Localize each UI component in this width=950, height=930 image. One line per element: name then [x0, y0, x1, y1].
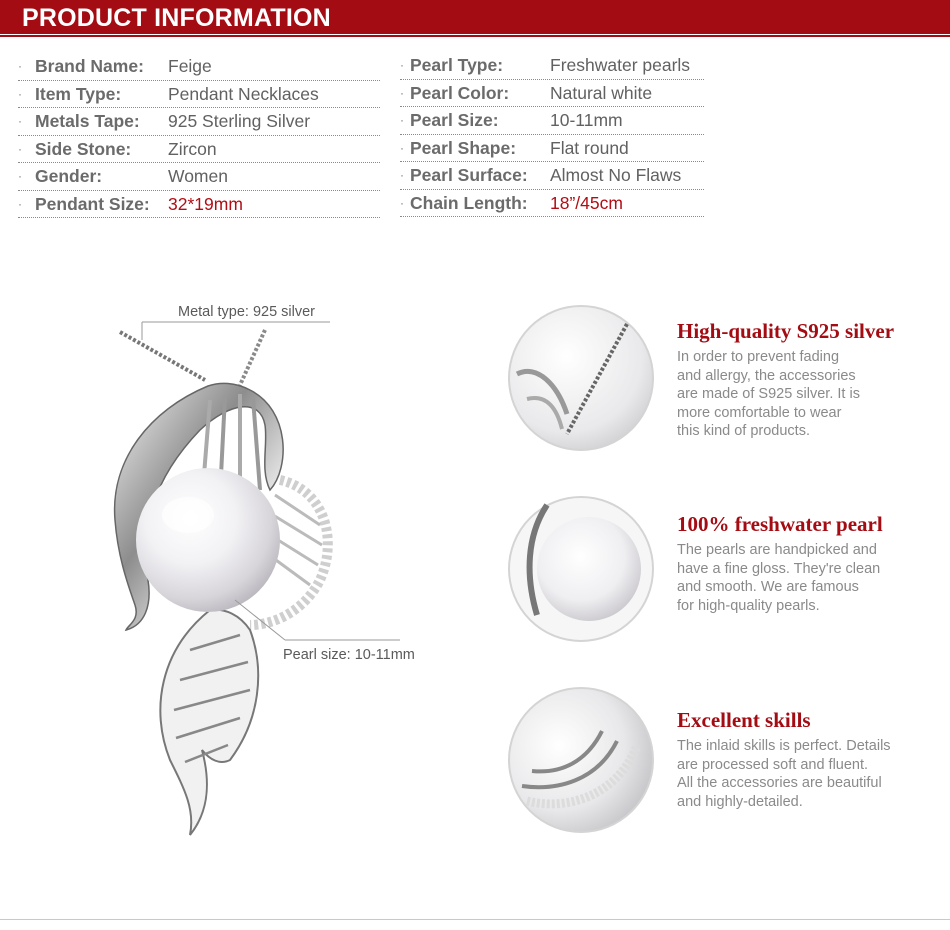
feature-line: In order to prevent fading	[677, 349, 840, 365]
feature-line: The inlaid skills is perfect. Details	[677, 738, 891, 754]
spec-label: Pearl Size:	[410, 110, 499, 130]
header-underline	[0, 35, 950, 37]
bullet-dot: ·	[18, 141, 22, 156]
bullet-dot: ·	[400, 58, 404, 72]
spec-row	[400, 190, 704, 218]
spec-value: 925 Sterling Silver	[168, 111, 311, 131]
spec-value: Women	[168, 166, 228, 186]
spec-label: Pearl Type:	[410, 55, 504, 75]
feature-line: and allergy, the accessories	[677, 367, 856, 384]
metal-type-callout: Metal type: 925 silver	[178, 304, 316, 320]
spec-value: Flat round	[550, 137, 629, 158]
spec-row	[18, 81, 380, 109]
feature-description	[677, 737, 927, 811]
spec-value: Freshwater pearls	[550, 55, 691, 75]
bullet-dot: ·	[400, 113, 404, 127]
silver-chain-closeup-image	[507, 304, 655, 452]
feature-line: are processed soft and fluent.	[677, 756, 869, 773]
bullet-dot: ·	[400, 168, 404, 182]
feature-line: are made of S925 silver. It is	[677, 386, 860, 403]
feature-line: have a fine gloss. They're clean	[677, 560, 881, 577]
spec-label: Pendant Size:	[35, 193, 150, 214]
spec-label: Side Stone:	[35, 138, 132, 159]
section-header	[0, 0, 950, 38]
feature-description	[677, 541, 927, 615]
pearl-size-callout: Pearl size: 10-11mm	[283, 647, 415, 663]
feature-title: Excellent skills	[677, 708, 811, 732]
bullet-dot: ·	[18, 196, 22, 211]
spec-value: Almost No Flaws	[550, 165, 682, 185]
feature-line: and smooth. We are famous	[677, 579, 859, 596]
spec-table-left	[18, 53, 380, 218]
bullet-dot: ·	[400, 140, 404, 155]
feature-line: this kind of products.	[677, 423, 810, 440]
spec-value: Feige	[168, 56, 212, 76]
spec-label: Gender:	[35, 166, 103, 186]
section-title: PRODUCT INFORMATION	[22, 4, 331, 32]
spec-row	[400, 107, 704, 135]
spec-value-highlight: 32*19mm	[168, 193, 243, 214]
spec-value: Natural white	[550, 82, 653, 103]
bullet-dot: ·	[400, 85, 404, 100]
spec-value: Zircon	[168, 138, 217, 159]
pendant-illustration	[90, 290, 450, 860]
spec-row	[18, 191, 380, 219]
feature-line: All the accessories are beautiful	[677, 775, 882, 792]
spec-table-right	[400, 52, 704, 217]
spec-label: Chain Length:	[410, 192, 528, 213]
spec-label: Brand Name:	[35, 56, 144, 76]
bullet-dot: ·	[18, 169, 22, 183]
spec-label: Metals Tape:	[35, 111, 140, 131]
spec-row	[400, 135, 704, 163]
spec-label: Item Type:	[35, 83, 122, 104]
feature-line: The pearls are handpicked and	[677, 542, 877, 558]
bullet-dot: ·	[18, 86, 22, 101]
pearl-closeup-image	[507, 495, 655, 643]
spec-row	[18, 53, 380, 81]
spec-row	[18, 108, 380, 136]
spec-label: Pearl Shape:	[410, 137, 517, 158]
bullet-dot: ·	[18, 114, 22, 128]
spec-row	[400, 162, 704, 190]
footer-divider	[0, 919, 950, 920]
feature-description	[677, 348, 927, 441]
feature-line: and highly-detailed.	[677, 793, 803, 810]
spec-label: Pearl Color:	[410, 82, 510, 103]
inlay-closeup-image	[507, 686, 655, 834]
spec-value: Pendant Necklaces	[168, 83, 319, 104]
spec-label: Pearl Surface:	[410, 165, 528, 185]
spec-value-highlight: 18”/45cm	[550, 192, 623, 213]
spec-row	[400, 52, 704, 80]
spec-value: 10-11mm	[550, 110, 623, 130]
spec-row	[18, 136, 380, 164]
feature-title: High-quality S925 silver	[677, 319, 895, 343]
feature-title: 100% freshwater pearl	[677, 512, 883, 536]
bullet-dot: ·	[18, 59, 22, 73]
spec-row	[400, 80, 704, 108]
feature-line: more comfortable to wear	[677, 404, 842, 421]
spec-row	[18, 163, 380, 191]
pendant-product-image	[90, 290, 450, 860]
feature-line: for high-quality pearls.	[677, 597, 820, 614]
bullet-dot: ·	[400, 195, 404, 210]
